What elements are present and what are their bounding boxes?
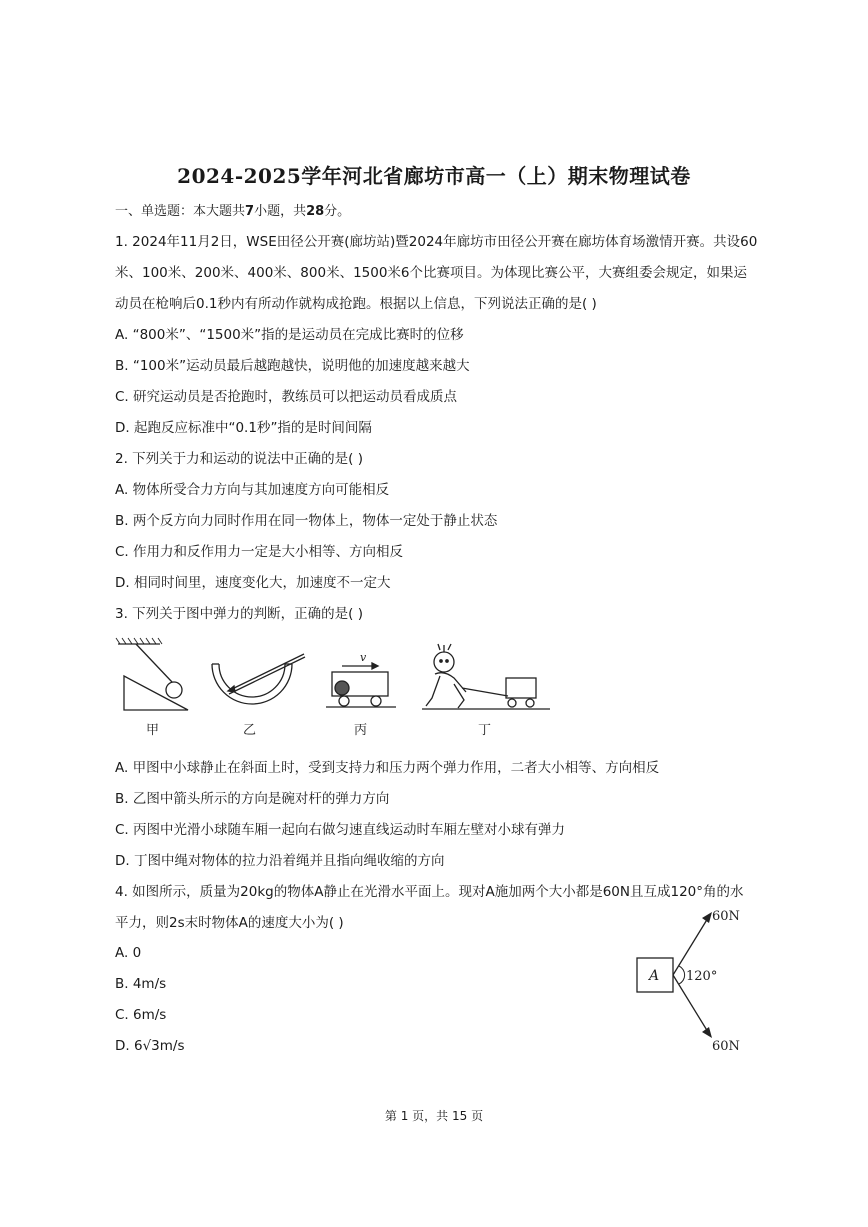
q3-stem: 3. 下列关于图中弹力的判断，正确的是( ) xyxy=(115,606,363,622)
q3-figure xyxy=(110,636,560,744)
q2-option-a: A. 物体所受合力方向与其加速度方向可能相反 xyxy=(115,482,390,498)
section-heading: 一、单选题：本大题共7小题，共28分。 xyxy=(115,204,351,219)
force-bottom-label: 60N xyxy=(712,1039,740,1054)
q1-option-d: D. 起跑反应标准中“0.1秒”指的是时间间隔 xyxy=(115,420,372,436)
figure-bing xyxy=(326,651,396,707)
q4-option-c: C. 6m/s xyxy=(115,1007,167,1023)
q2-stem: 2. 下列关于力和运动的说法中正确的是( ) xyxy=(115,451,363,467)
figure-label-jia: 甲 xyxy=(146,723,160,738)
q1-stem-line-1: 1. 2024年11月2日，WSE田径公开赛(廊坊站)暨2024年廊坊市田径公开赛在廊坊体育场激情开赛。共设60 xyxy=(115,234,758,250)
q2-option-c: C. 作用力和反作用力一定是大小相等、方向相反 xyxy=(115,544,404,560)
force-top-label: 60N xyxy=(712,909,740,924)
figure-ding xyxy=(422,644,550,709)
q4-option-a: A. 0 xyxy=(115,945,142,961)
q3-option-c: C. 丙图中光滑小球随车厢一起向右做匀速直线运动时车厢左壁对小球有弹力 xyxy=(115,822,566,838)
figure-label-yi: 乙 xyxy=(243,723,257,738)
q1-option-b: B. “100米”运动员最后越跑越快，说明他的加速度越来越大 xyxy=(115,358,470,374)
velocity-label: v xyxy=(360,651,367,664)
arrowhead-bottom xyxy=(702,1027,712,1038)
q2-option-d: D. 相同时间里，速度变化大，加速度不一定大 xyxy=(115,575,391,591)
figure-label-bing: 丙 xyxy=(354,723,368,738)
page-footer: 第 1 页，共 15 页 xyxy=(384,1109,484,1123)
arrowhead-top xyxy=(702,912,712,923)
block-a-label: A xyxy=(649,968,660,984)
q2-option-b: B. 两个反方向力同时作用在同一物体上，物体一定处于静止状态 xyxy=(115,513,498,529)
angle-label: 120° xyxy=(686,969,718,984)
figure-label-ding: 丁 xyxy=(478,723,492,738)
q4-stem-line-1: 4. 如图所示，质量为20kg的物体A静止在光滑水平面上。现对A施加两个大小都是60N且互成120°角的水 xyxy=(115,884,744,900)
q4-option-b: B. 4m/s xyxy=(115,976,167,992)
figure-jia xyxy=(116,638,188,710)
q1-stem-line-2: 米、100米、200米、400米、800米、1500米6个比赛项目。为体现比赛公平，大赛组委会规定，如果运 xyxy=(115,265,748,281)
q1-stem-line-3: 动员在枪响后0.1秒内有所动作就构成抢跑。根据以上信息，下列说法正确的是( ) xyxy=(115,296,597,312)
angle-arc xyxy=(679,966,685,984)
figure-yi xyxy=(212,654,305,704)
page-title: 2024-2025学年河北省廊坊市高一（上）期末物理试卷 xyxy=(177,164,691,188)
force-arrow-top xyxy=(673,918,708,975)
q4-force-diagram xyxy=(600,900,760,1060)
q4-option-d: D. 6√3m/s xyxy=(115,1038,185,1054)
q4-stem-line-2: 平力，则2s末时物体A的速度大小为( ) xyxy=(115,915,344,931)
q1-option-a: A. “800米”、“1500米”指的是运动员在完成比赛时的位移 xyxy=(115,327,464,343)
q3-option-a: A. 甲图中小球静止在斜面上时，受到支持力和压力两个弹力作用，二者大小相等、方向相反 xyxy=(115,760,660,776)
q1-option-c: C. 研究运动员是否抢跑时，教练员可以把运动员看成质点 xyxy=(115,389,458,405)
q3-option-b: B. 乙图中箭头所示的方向是碗对杆的弹力方向 xyxy=(115,791,390,807)
q3-option-d: D. 丁图中绳对物体的拉力沿着绳并且指向绳收缩的方向 xyxy=(115,853,445,869)
